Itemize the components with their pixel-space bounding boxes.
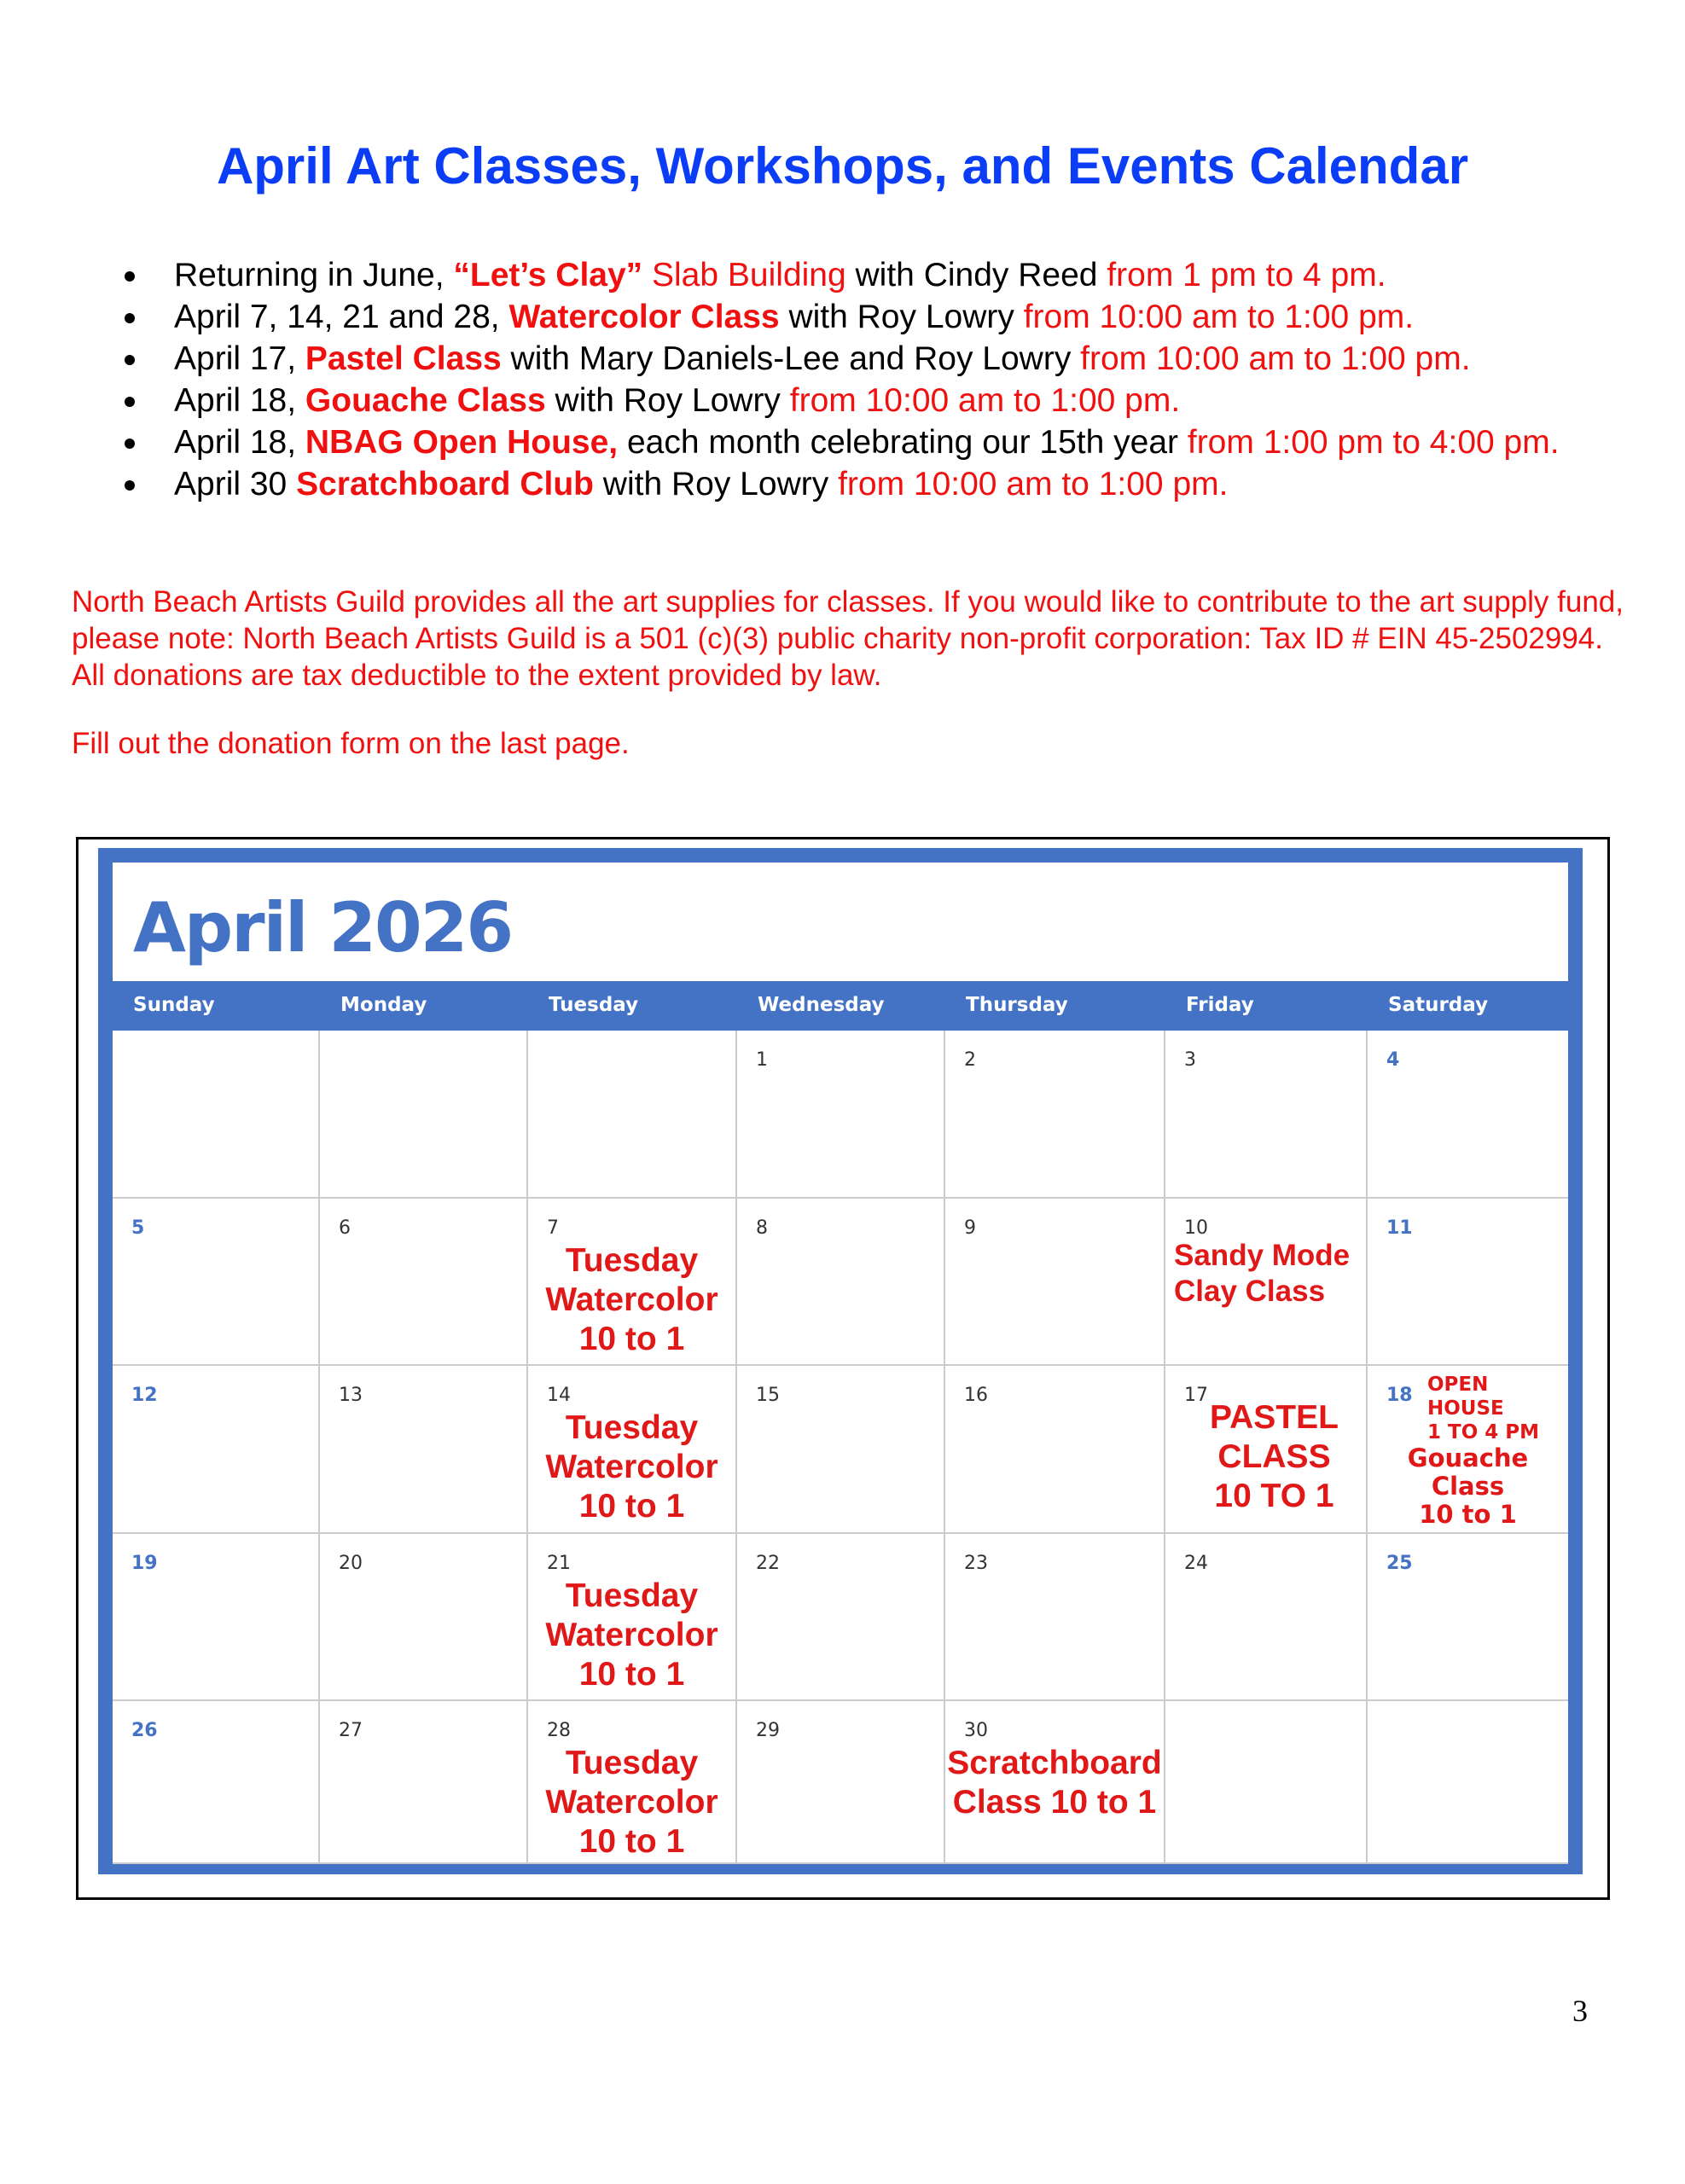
bullet-text-b: NBAG Open House,	[305, 424, 619, 461]
day-cell	[737, 1366, 945, 1534]
day-number: 27	[339, 1720, 363, 1741]
day-number: 5	[131, 1217, 145, 1239]
weekday-sunday: Sunday	[133, 994, 215, 1016]
day-number: 19	[131, 1553, 158, 1574]
day-number: 24	[1184, 1553, 1208, 1574]
bullet-text-e: from 10:00 am to 1:00 pm.	[789, 382, 1181, 419]
day-cell	[320, 1701, 528, 1864]
day-number: 17	[1184, 1385, 1208, 1406]
day-cell	[945, 1199, 1165, 1366]
weekday-thursday: Thursday	[966, 994, 1068, 1016]
calendar	[98, 848, 1583, 1874]
bullet-text-c: Slab Building	[642, 257, 846, 293]
day-number: 30	[964, 1720, 988, 1741]
day-cell	[528, 1534, 737, 1701]
bullet-text-b: “Let’s Clay”	[453, 257, 643, 293]
day-number: 28	[547, 1720, 571, 1741]
calendar-title: April 2026	[133, 888, 512, 967]
day-number: 8	[756, 1217, 768, 1239]
day-cell	[320, 1199, 528, 1366]
day-number: 29	[756, 1720, 780, 1741]
day-cell	[737, 1701, 945, 1864]
event-label: Sandy Mode Clay Class	[1174, 1239, 1351, 1308]
day-cell	[113, 1366, 320, 1534]
event-label: PASTEL CLASS 10 TO 1	[1210, 1399, 1339, 1514]
bullet-text-b: Gouache Class	[305, 382, 546, 419]
day-cell	[1165, 1534, 1368, 1701]
weekday-tuesday: Tuesday	[549, 994, 639, 1016]
bullet-text-d: with Mary Daniels-Lee and Roy Lowry	[501, 340, 1081, 377]
day-cell	[1368, 1199, 1568, 1366]
day-cell	[113, 1701, 320, 1864]
bullet-text-a: April 17,	[174, 340, 305, 377]
weekday-header	[113, 981, 1568, 1031]
day-number: 15	[756, 1385, 780, 1406]
bullet-text-e: from 10:00 am to 1:00 pm.	[838, 466, 1229, 502]
bullet-text-e: from 10:00 am to 1:00 pm.	[1023, 299, 1415, 335]
bullet-text-e: from 1 pm to 4 pm.	[1107, 257, 1386, 293]
day-number: 18	[1386, 1385, 1413, 1406]
bullet-text-d: with Cindy Reed	[845, 257, 1107, 293]
event-label: Tuesday Watercolor 10 to 1	[545, 1409, 718, 1525]
day-cell	[528, 1366, 737, 1534]
event-list-item	[119, 421, 1560, 463]
day-cell	[945, 1366, 1165, 1534]
day-number: 25	[1386, 1553, 1413, 1574]
day-cell	[320, 1534, 528, 1701]
day-cell	[1165, 1701, 1368, 1864]
bullet-text-a: April 7, 14, 21 and 28,	[174, 299, 509, 335]
donation-paragraph: North Beach Artists Guild provides all the art supplies for classes. If you would like to contribute to the art supply fund, please note: North Beach Artists Guild is a 501 (c)(3) public charity non-profit corporation: Tax ID # EIN 45-2502994. All donations are tax deductible to the extent provided by law.	[72, 585, 1624, 692]
bullet-text-e: from 1:00 pm to 4:00 pm.	[1187, 424, 1560, 461]
bullet-text-d: with Roy Lowry	[779, 299, 1024, 335]
day-cell	[113, 1199, 320, 1366]
page-number: 3	[1572, 1994, 1588, 2028]
day-number: 13	[339, 1385, 363, 1406]
day-cell	[1368, 1031, 1568, 1199]
day-cell	[1165, 1031, 1368, 1199]
day-cell	[737, 1199, 945, 1366]
bullet-text-a: April 30	[174, 466, 297, 502]
event-label: Gouache Class 10 to 1	[1407, 1443, 1529, 1529]
day-number: 3	[1184, 1049, 1196, 1071]
event-open-house: OPEN HOUSE 1 TO 4 PM	[1427, 1374, 1540, 1443]
weekday-wednesday: Wednesday	[758, 994, 885, 1016]
day-cell	[737, 1031, 945, 1199]
event-list-item	[119, 254, 1560, 296]
event-label: Tuesday Watercolor 10 to 1	[545, 1577, 718, 1693]
day-number: 4	[1386, 1049, 1400, 1071]
day-number: 26	[131, 1720, 158, 1741]
event-list-item	[119, 380, 1560, 421]
day-cell	[320, 1031, 528, 1199]
event-label: Scratchboard Class 10 to 1	[947, 1745, 1162, 1821]
bullet-text-a: Returning in June,	[174, 257, 454, 293]
page-title: April Art Classes, Workshops, and Events Calendar	[216, 137, 1469, 195]
calendar-grid	[113, 1031, 1568, 1864]
event-label: Tuesday Watercolor 10 to 1	[545, 1242, 718, 1357]
bullet-text-d: with Roy Lowry	[545, 382, 790, 419]
day-cell	[1368, 1366, 1568, 1534]
event-list-item	[119, 463, 1560, 505]
day-cell	[945, 1534, 1165, 1701]
day-number: 14	[547, 1385, 571, 1406]
event-label: Tuesday Watercolor 10 to 1	[545, 1745, 718, 1860]
event-list-item	[119, 296, 1560, 338]
bullet-text-b: Pastel Class	[305, 340, 502, 377]
day-cell	[528, 1701, 737, 1864]
day-number: 23	[964, 1553, 988, 1574]
day-number: 2	[964, 1049, 976, 1071]
day-number: 7	[547, 1217, 559, 1239]
day-number: 11	[1386, 1217, 1413, 1239]
weekday-monday: Monday	[340, 994, 427, 1016]
day-cell	[737, 1534, 945, 1701]
day-number: 6	[339, 1217, 351, 1239]
day-cell	[528, 1199, 737, 1366]
day-number: 10	[1184, 1217, 1208, 1239]
day-number: 12	[131, 1385, 158, 1406]
day-cell	[1368, 1534, 1568, 1701]
bullet-text-b: Scratchboard Club	[296, 466, 594, 502]
day-number: 1	[756, 1049, 768, 1071]
event-list-item	[119, 338, 1560, 380]
weekday-saturday: Saturday	[1388, 994, 1489, 1016]
day-cell	[113, 1031, 320, 1199]
day-number: 22	[756, 1553, 780, 1574]
day-cell	[945, 1701, 1165, 1864]
day-cell	[945, 1031, 1165, 1199]
day-cell	[1165, 1366, 1368, 1534]
day-number: 21	[547, 1553, 571, 1574]
day-cell	[113, 1534, 320, 1701]
bullet-text-e: from 10:00 am to 1:00 pm.	[1080, 340, 1471, 377]
weekday-friday: Friday	[1186, 994, 1254, 1016]
bullet-text-a: April 18,	[174, 382, 305, 419]
bullet-text-a: April 18,	[174, 424, 305, 461]
day-cell	[1165, 1199, 1368, 1366]
day-number: 16	[964, 1385, 988, 1406]
day-number: 9	[964, 1217, 976, 1239]
event-list	[119, 254, 1560, 505]
bullet-text-d: with Roy Lowry	[593, 466, 839, 502]
donation-form-note: Fill out the donation form on the last page.	[72, 727, 630, 760]
bullet-text-b: Watercolor Class	[508, 299, 780, 335]
day-cell	[1368, 1701, 1568, 1864]
bullet-text-d: each month celebrating our 15th year	[618, 424, 1188, 461]
day-cell	[528, 1031, 737, 1199]
day-cell	[320, 1366, 528, 1534]
day-number: 20	[339, 1553, 363, 1574]
